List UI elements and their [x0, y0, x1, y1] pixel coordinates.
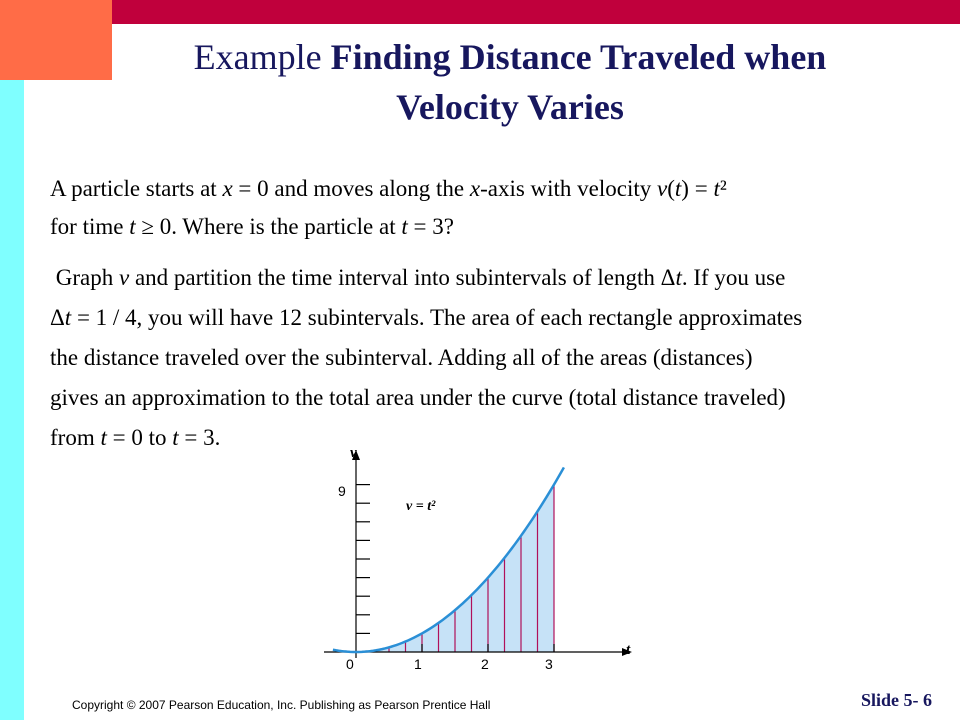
- explanation-paragraph: [50, 258, 930, 458]
- explanation-line-1: Graph v and partition the time interval into subintervals of length Δt. If you use: [55, 265, 786, 290]
- title-line1: Finding Distance Traveled when: [330, 37, 827, 77]
- t-tick-label-0: 0: [346, 656, 354, 672]
- v-axis-ticks: [356, 485, 370, 634]
- copyright-footer: Copyright © 2007 Pearson Education, Inc. Publishing as Pearson Prentice Hall: [72, 698, 491, 712]
- top-accent-bar: [0, 0, 960, 24]
- explanation-line-5: from t = 0 to t = 3.: [50, 425, 221, 450]
- title-prefix: Example: [193, 37, 322, 77]
- problem-statement: [50, 170, 930, 246]
- problem-line-2: for time t ≥ 0. Where is the particle at t = 3?: [50, 214, 454, 239]
- t-tick-label-1: 1: [414, 656, 422, 672]
- slide-title: [120, 32, 900, 132]
- v-axis-label: v: [350, 445, 357, 461]
- corner-accent-block: [0, 0, 112, 80]
- t-axis-label: t: [626, 642, 631, 658]
- explanation-line-3: the distance traveled over the subinterval. Adding all of the areas (distances): [50, 345, 753, 370]
- v-tick-label-9: 9: [338, 483, 346, 499]
- title-line2: Velocity Varies: [396, 87, 624, 127]
- t-tick-label-3: 3: [545, 656, 553, 672]
- side-accent-bar: [0, 80, 24, 720]
- t-tick-label-2: 2: [481, 656, 489, 672]
- slide-number: Slide 5- 6: [860, 690, 932, 710]
- curve-label: v = t²: [406, 499, 436, 514]
- problem-line-1: A particle starts at x = 0 and moves along the x-axis with velocity v(t) = t²: [50, 176, 727, 201]
- explanation-line-2: Δt = 1 / 4, you will have 12 subintervals. The area of each rectangle approximates: [50, 305, 803, 330]
- velocity-graph: [310, 440, 650, 680]
- explanation-line-4: gives an approximation to the total area under the curve (total distance traveled): [50, 385, 786, 410]
